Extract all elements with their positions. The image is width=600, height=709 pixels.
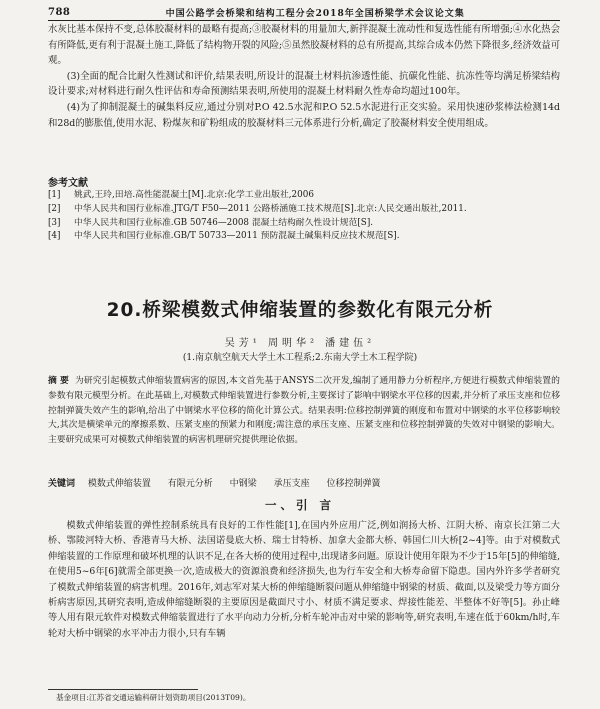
keyword: 承压支座 (273, 479, 310, 489)
reference-number: [3] (48, 217, 61, 228)
abstract-label: 摘 要 (48, 376, 69, 386)
abstract (48, 374, 560, 448)
keyword: 有限元分析 (167, 479, 213, 489)
keywords-label: 关键词 (48, 479, 76, 489)
references-heading: 参考文献 (48, 178, 88, 189)
reference-item (48, 230, 560, 244)
keyword: 中钢梁 (229, 479, 257, 489)
reference-item (48, 203, 560, 217)
reference-number: [2] (48, 203, 61, 214)
continued-paragraph-2: (3)全面的配合比耐久性测试和评价,结果表明,所设计的混凝土材料抗渗透性能、抗碳化性能、抗冻性等均满足桥梁结构设计要求;对材料进行耐久性评估和寿命预测结果表明,所使用的混凝土材料耐久性寿命均超过100年。 (48, 70, 560, 98)
reference-number: [4] (48, 231, 61, 242)
introduction-paragraph: 模数式伸缩装置的弹性控制系统具有良好的工作性能[1],在国内外应用广泛,例如润扬大桥、江阴大桥、南京长江第二大桥、鄂陵河特大桥、香港青马大桥、法国诺曼底大桥、瑞士甘特桥、加拿大金都大桥、韩国仁川大桥[2~4]等。由于对模数式伸缩装置的工作原理和破坏机理的认识不足,在各大桥的使用过程中,出现诸多问题。原设计使用年限为不少于15年[5]的伸缩缝,在使用5~6年[6]就需全部更换一次,造成极大的资源浪费和经济损失,也为行车安全和大桥寿命留下隐患。国内外许多学者研究了模数式伸缩装置的病害机理。2016年,刘志军对某大桥的伸缩缝断裂问题从伸缩缝中钢梁的材质、截面,以及梁受力等方面分析病害原因,其研究表明,造成伸缩缝断裂的主要原因是截面尺寸小、材质不满足要求、焊接性能差、半整体不好等[5]。孙止峰等人用有限元软件对模数式伸缩装置进行了水平向动力分析,分析车轮冲击对中梁的影响等,研究表明,车速在低于60km/h时,车轮对大桥中钢梁的水平冲击力很小,只有车辆 (48, 520, 560, 639)
continued-paragraph-1: 水灰比基本保持不变,总体胶凝材料的最略有提高;③胶凝材料的用量加大,新拌混凝土流动性和复选性能有所增强;④水化热会有所降低,更有利于混凝土施工,降低了结构物开裂的风险;⑤虽然胶凝材料的总有所提高,其综合成本仍然下降很多,经济效益可观。 (48, 24, 560, 67)
reference-text: 姚武,王玲,田培.高性能混凝土[M].北京:化学工业出版社,2006 (74, 190, 314, 200)
continued-paragraph-3: (4)为了抑制混凝土的碱集料反应,通过分别对P.O 42.5水泥和P.O 52.5水泥进行正交实验。采用快速砂浆棒法检测14d和28d的膨胀值,使用水泥、粉煤灰和矿粉组成的胶凝材料三元体系进行分析,确定了胶凝材料安全使用组成。 (48, 101, 560, 129)
reference-list (48, 189, 560, 244)
reference-text: 中华人民共和国行业标准.JTG/T F50—2011 公路桥涵施工技术规范[S].北京:人民交通出版社,2011. (74, 203, 467, 214)
article-authors: 吴芳¹ 周明华² 潘建伍² (224, 338, 376, 349)
article-title: 20.桥梁模数式伸缩装置的参数化有限元分析 (106, 300, 494, 321)
journal-title: 中国公路学会桥梁和结构工程分会2018年全国桥梁学术会议论文集 (165, 8, 465, 19)
reference-item (48, 217, 560, 231)
funding-footnote: 基金项目:江苏省交通运输科研计划资助项目(2013T09)。 (56, 693, 251, 702)
header-rule (48, 20, 560, 21)
section-heading-introduction: 一、引 言 (264, 498, 335, 512)
keyword: 位移控制弹簧 (326, 479, 381, 489)
reference-text: 中华人民共和国行业标准.GB 50746—2008 混凝土结构耐久性设计规范[S]. (74, 217, 374, 228)
continued-body (48, 22, 560, 131)
keywords (48, 476, 560, 489)
keyword: 模数式伸缩装置 (87, 479, 151, 489)
footnote-rule (48, 689, 198, 690)
article-affiliation: (1.南京航空航天大学土木工程系;2.东南大学土木工程学院) (182, 353, 418, 363)
page-number: 788 (48, 6, 71, 18)
reference-item (48, 189, 560, 203)
introduction-body (48, 518, 560, 641)
reference-number: [1] (48, 190, 61, 200)
running-header (48, 5, 560, 19)
reference-text: 中华人民共和国行业标准.GB/T 50733—2011 预防混凝土碱集料反应技术规范[S]. (74, 231, 400, 242)
abstract-text: 为研究引起模数式伸缩装置病害的原因,本文首先基于ANSYS二次开发,编制了通用静力分析程序,方便进行模数式伸缩装置的参数有限元模型分析。在此基础上,对模数式伸缩装置进行参数分析,主要探讨了影响中钢梁水平位移的因素,并分析了承压支座和位移控制弹簧失效产生的影响,给出了中钢梁水平位移的简化计算公式。结果表明:位移控制弹簧的刚度和布置对中钢梁的水平位移影响较大,其次是横梁单元的摩擦系数、压紧支座的预紧力和刚度;需注意的承压支座、压紧支座和位移控制弹簧的失效对中钢梁的影响大。主要研究成果可对模数式伸缩装置的病害机理研究提供理论依据。 (48, 376, 560, 446)
